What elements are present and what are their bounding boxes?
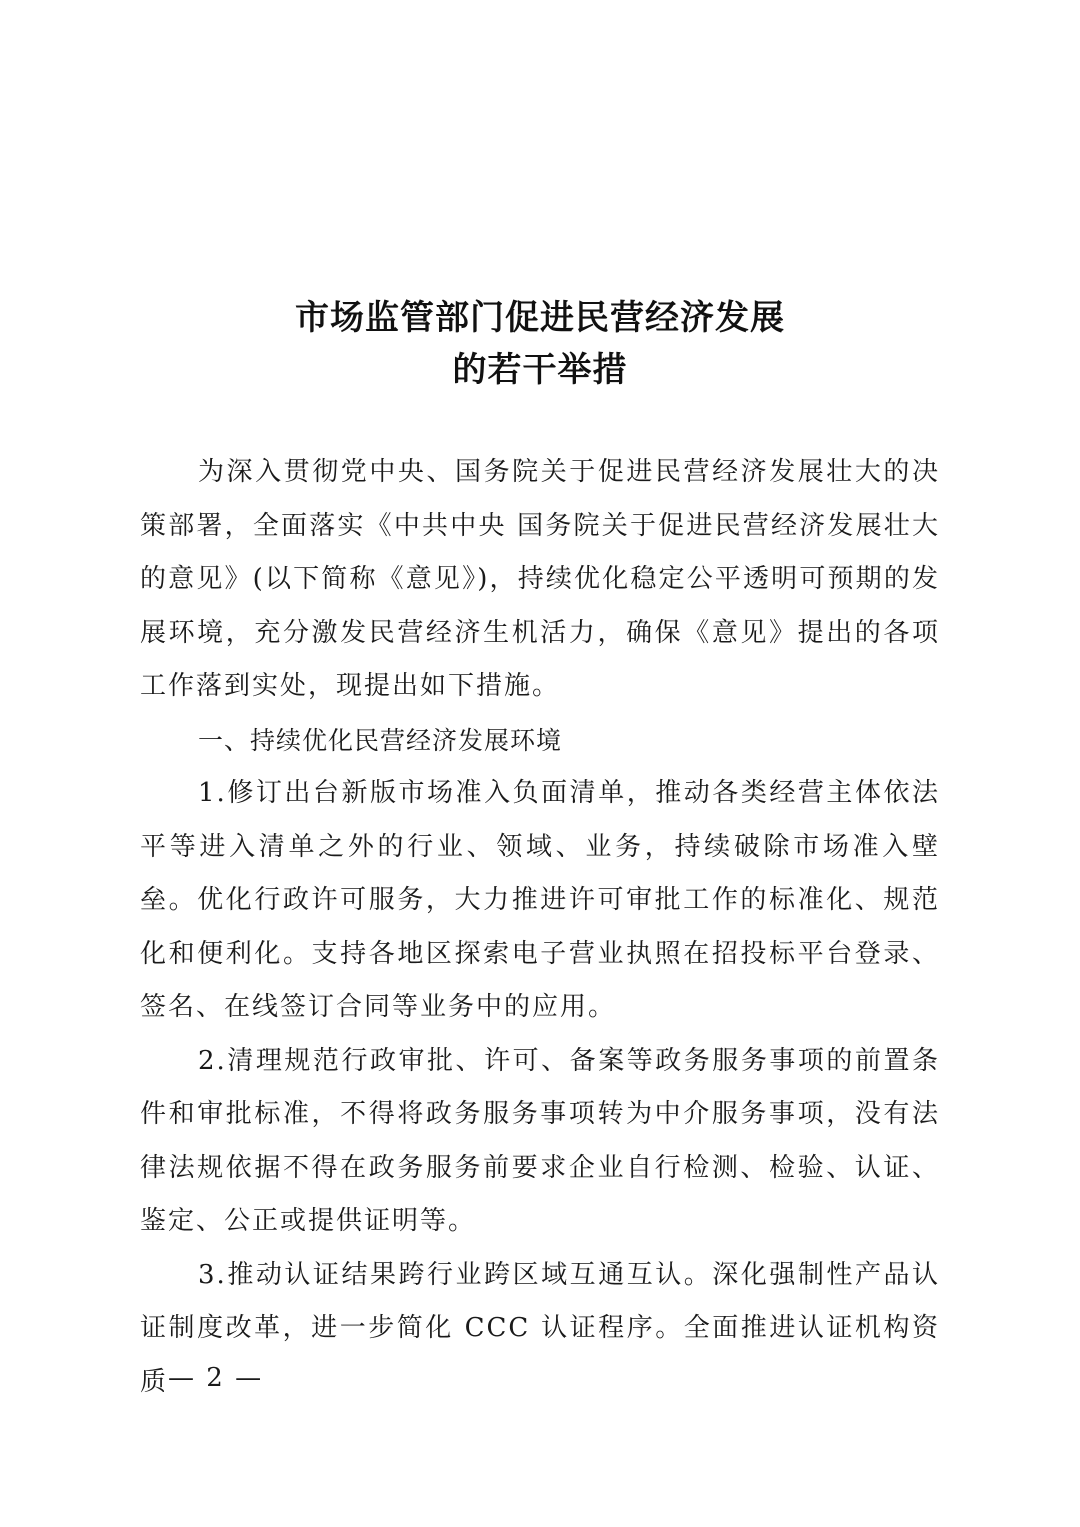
title-line-2: 的若干举措 (452, 350, 628, 390)
section-heading-1: 一、持续优化民营经济发展环境 (198, 725, 563, 755)
title-line-1: 市场监管部门促进民营经济发展 (295, 298, 785, 338)
intro-paragraph: 为深入贯彻党中央、国务院关于促进民营经济发展壮大的决策部署，全面落实《中共中央 国务院关于促进民营经济发展壮大的意见》(以下简称《意见》)，持续优化稳定公平透明可预期的发展环境，充分激发民营经济生机活力，确保《意见》提出的各项工作落到实处，现提出如下措施。 (140, 457, 940, 701)
item-paragraph-3: 3.推动认证结果跨行业跨区域互通互认。深化强制性产品认证制度改革，进一步简化 CCC 认证程序。全面推进认证机构资质 (140, 1259, 940, 1397)
item-paragraph-1: 1.修订出台新版市场准入负面清单，推动各类经营主体依法平等进入清单之外的行业、领域、业务，持续破除市场准入壁垒。优化行政许可服务，大力推进许可审批工作的标准化、规范化和便利化。支持各地区探索电子营业执照在招投标平台登录、签名、在线签订合同等业务中的应用。 (140, 778, 940, 1022)
item-paragraph-2: 2.清理规范行政审批、许可、备案等政务服务事项的前置条件和审批标准，不得将政务服务事项转为中介服务事项，没有法律法规依据不得在政务服务前要求企业自行检测、检验、认证、鉴定、公正或提供证明等。 (140, 1045, 940, 1236)
page-number: — 2 — (168, 1363, 264, 1393)
document-title (0, 292, 1080, 396)
document-body (140, 446, 940, 1397)
